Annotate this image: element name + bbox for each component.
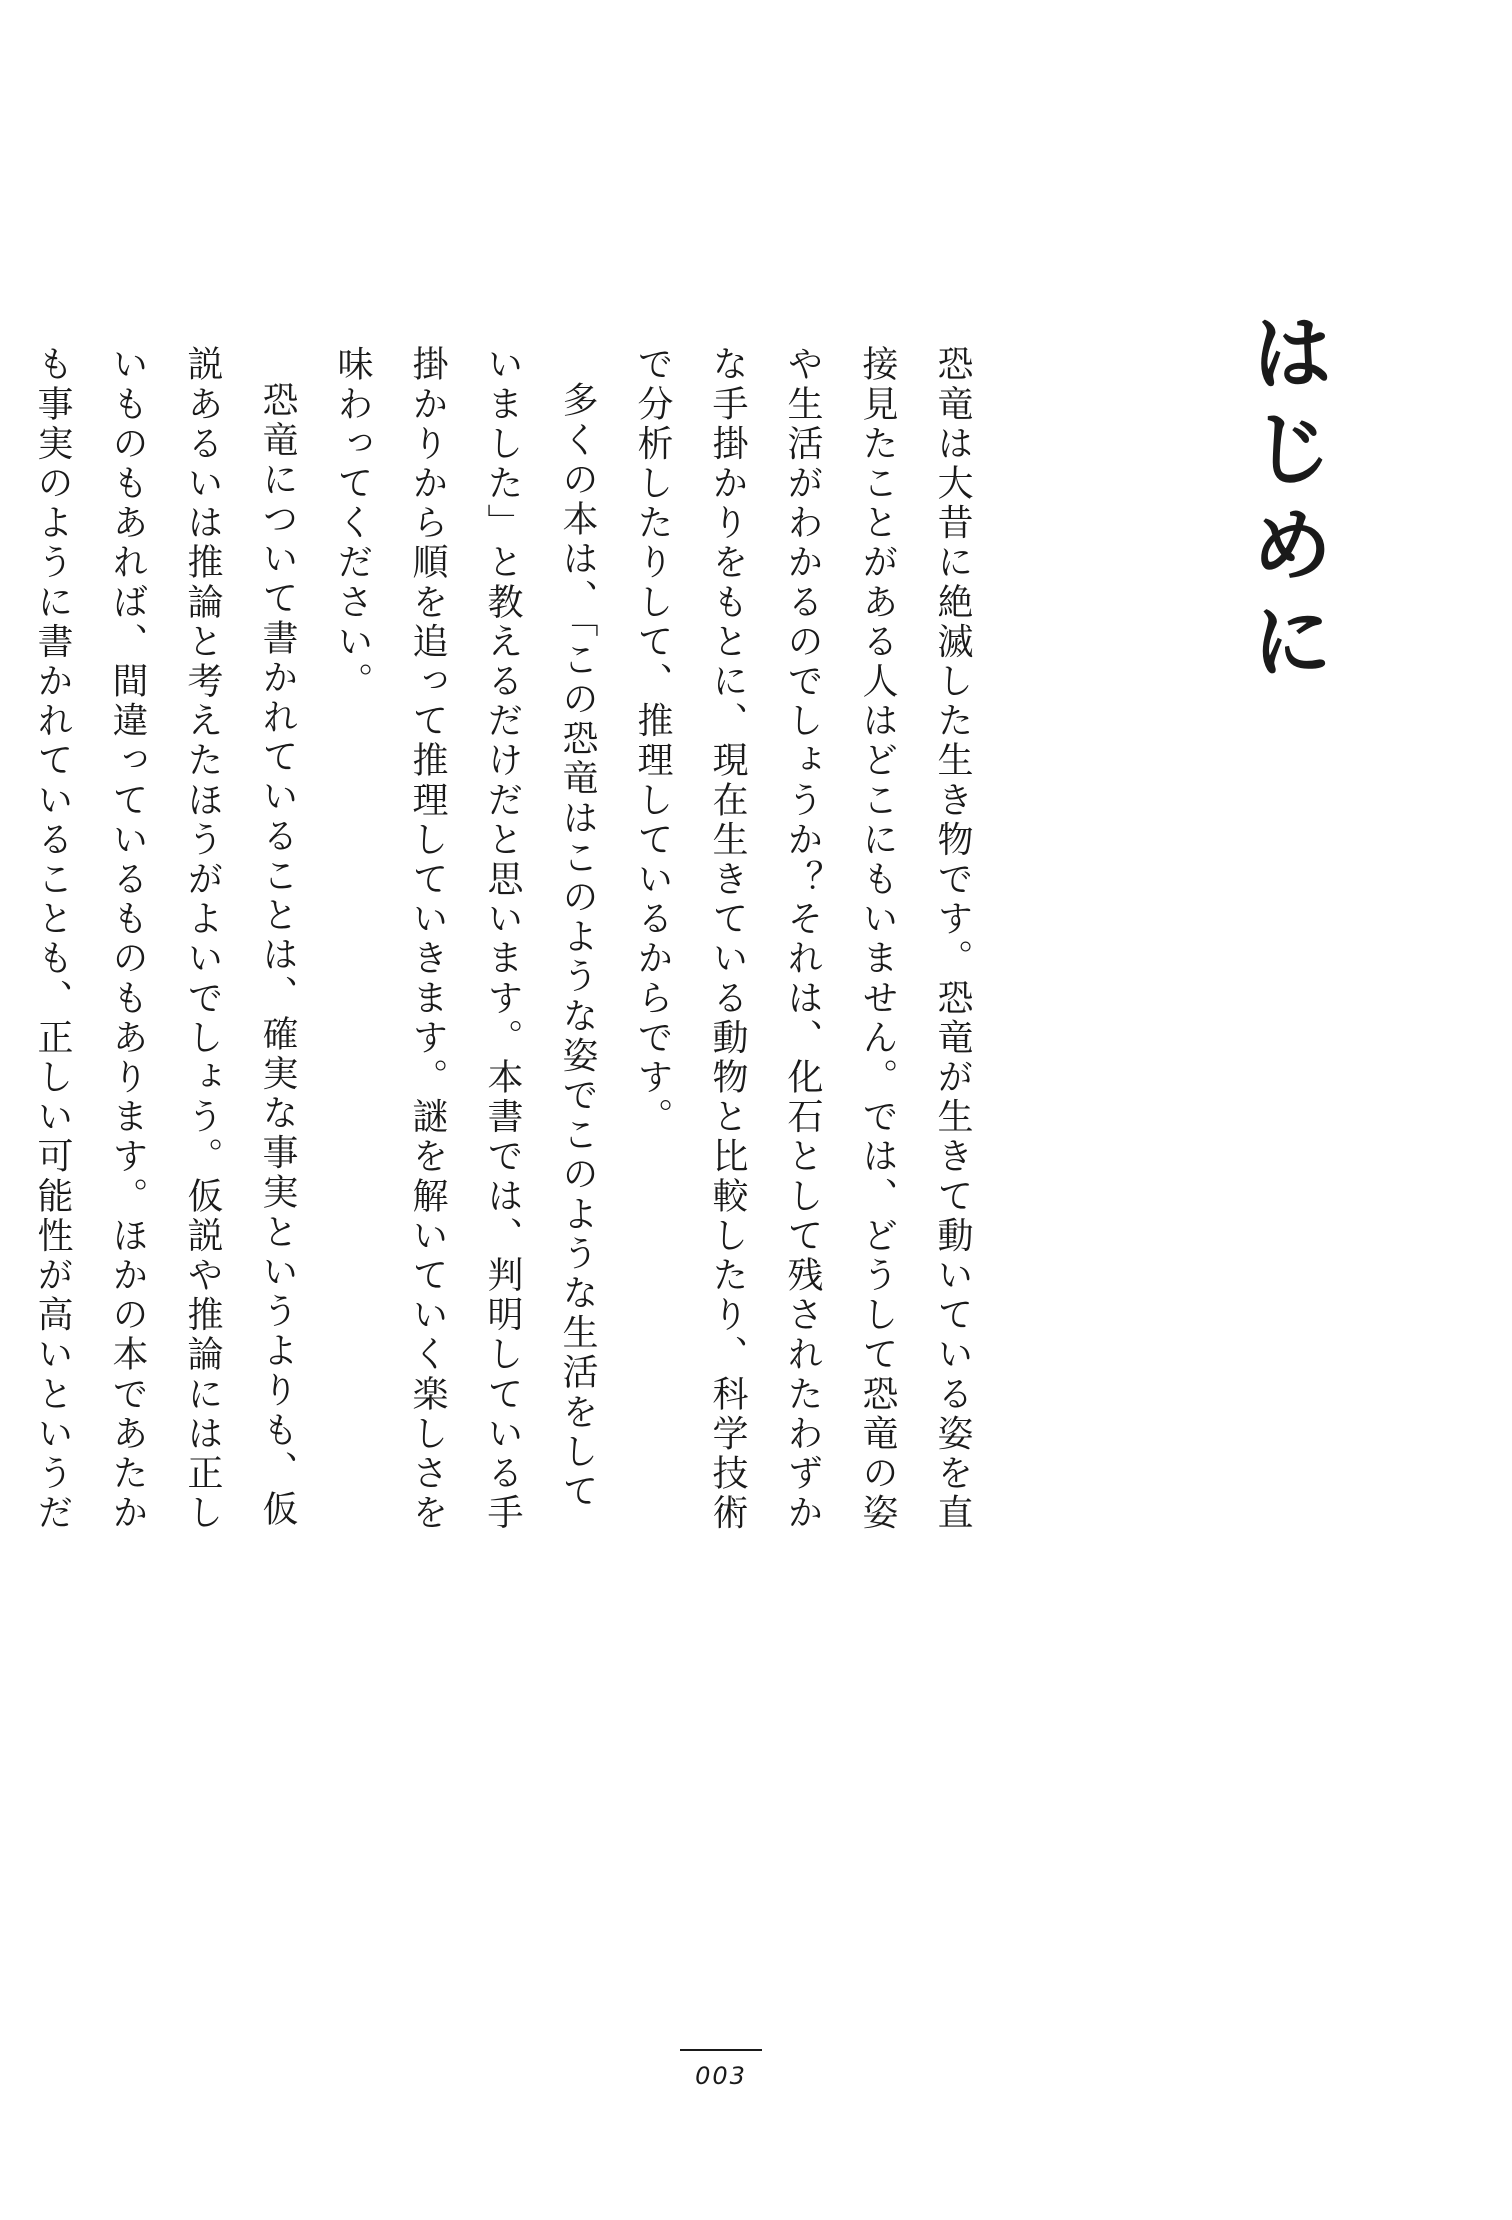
chapter-title: はじめに	[1237, 310, 1333, 694]
page-number: 003	[695, 2062, 747, 2090]
paragraph: 恐竜は大昔に絶滅した生き物です。恐竜が生きて動いている姿を直接見たことがある人はどこにもいません。では、どうして恐竜の姿や生活がわかるのでしょうか？それは、化石として残されたわずかな手掛かりをもとに、現在生きている動物と比較したり、科学技術で分析したりして、推理しているからです。	[632, 345, 973, 1533]
folio-rule	[680, 2049, 762, 2051]
paragraph: 恐竜について書かれていることは、確実な事実というよりも、仮説あるいは推論と考えたほうがよいでしょう。仮説や推論には正しいものもあれば、間違っているものもあります。ほかの本であたかも事実のように書かれていることも、正しい可能性が高いというだ	[32, 345, 298, 1533]
paragraph: 多くの本は、「この恐竜はこのような姿でこのような生活をしていました」と教えるだけだと思います。本書では、判明している手掛かりから順を追って推理していきます。謎を解いていく楽しさを味わってください。	[332, 345, 598, 1533]
body-text	[32, 345, 990, 1545]
